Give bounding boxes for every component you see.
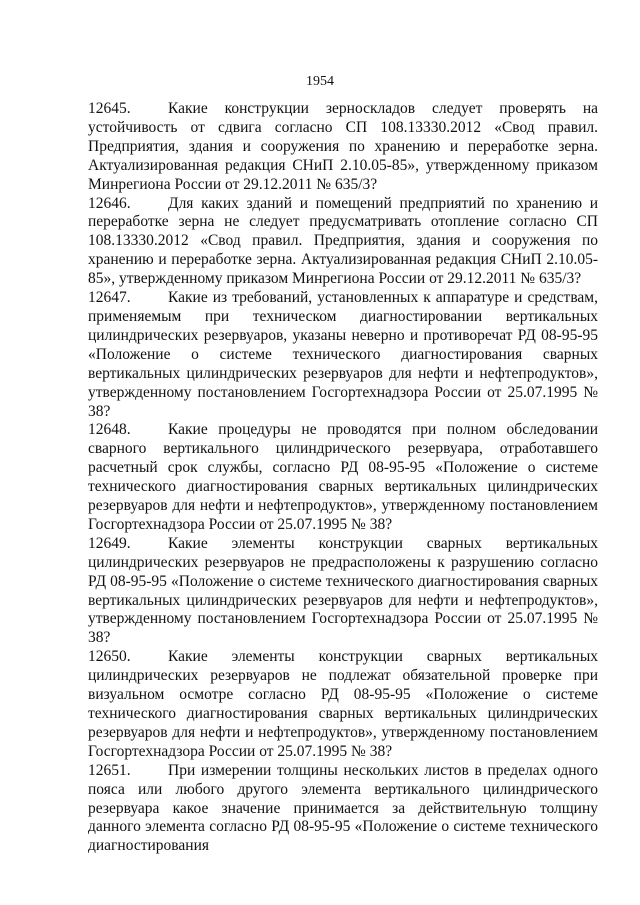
question-12645 <box>88 100 598 195</box>
question-12646 <box>88 195 598 290</box>
question-number: 12648. <box>88 421 131 439</box>
question-12648 <box>88 421 598 534</box>
questions-list <box>88 100 598 856</box>
question-text: Какие конструкции зерноскладов следует проверять на устойчивость от сдвига согласно СП 108.13330.2012 «Свод правил. Предприятия, здания и сооружения по хранению и переработке зерна. Актуализированная редакция СНиП 2.10.05-85», утвержденному приказом Минрегиона России от 29.12.2011 № 635/3? <box>88 100 598 193</box>
question-12647 <box>88 289 598 421</box>
question-number: 12651. <box>88 761 131 779</box>
question-12650 <box>88 648 598 761</box>
question-number: 12650. <box>88 648 131 666</box>
question-text: Какие элементы конструкции сварных вертикальных цилиндрических резервуаров не подлежат обязательной проверке при визуальном осмотре согласно РД 08-95-95 «Положение о системе технического диагностирования сварных вертикальных цилиндрических резервуаров для нефти и нефтепродуктов», утвержденному постановлением Госгортехнадзора России от 25.07.1995 № 38? <box>88 648 598 760</box>
question-number: 12646. <box>88 194 131 212</box>
question-number: 12645. <box>88 100 131 117</box>
page-number: 1954 <box>306 74 334 89</box>
question-text: Какие процедуры не проводятся при полном обследовании сварного вертикального цилиндрического резервуара, отработавшего расчетный срок службы, согласно РД 08-95-95 «Положение о системе технического диагностирования сварных вертикальных цилиндрических резервуаров для нефти и нефтепродуктов», утвержденному постановлением Госгортехнадзора России от 25.07.1995 № 38? <box>88 421 598 533</box>
question-text: При измерении толщины нескольких листов в пределах одного пояса или любого другого элемента вертикального цилиндрического резервуара какое значение принимается за действительную толщину данного элемента согласно РД 08-95-95 «Положение о системе технического диагностирования <box>88 761 598 855</box>
question-text: Какие элементы конструкции сварных вертикальных цилиндрических резервуаров не предрасположены к разрушению согласно РД 08-95-95 «Положение о системе технического диагностирования сварных вертикальных цилиндрических резервуаров для нефти и нефтепродуктов», утвержденному постановлением Госгортехнадзора России от 25.07.1995 № 38? <box>88 534 598 647</box>
question-text: Для каких зданий и помещений предприятий по хранению и переработке зерна не следует предусматривать отопление согласно СП 108.13330.2012 «Свод правил. Предприятия, здания и сооружения по хранению и переработке зерна. Актуализированная редакция СНиП 2.10.05-85», утвержденному приказом Минрегиона России от 29.12.2011 № 635/3? <box>88 194 598 288</box>
question-12651 <box>88 762 598 857</box>
question-text: Какие из требований, установленных к аппаратуре и средствам, применяемым при техническом диагностировании вертикальных цилиндрических резервуаров, указаны неверно и противоречат РД 08-95-95 «Положение о системе технического диагностирования сварных вертикальных цилиндрических резервуаров для нефти и нефтепродуктов», утвержденному постановлением Госгортехнадзора России от 25.07.1995 № 38? <box>88 289 598 420</box>
question-number: 12649. <box>88 534 131 552</box>
question-12649 <box>88 535 598 648</box>
question-number: 12647. <box>88 289 131 307</box>
